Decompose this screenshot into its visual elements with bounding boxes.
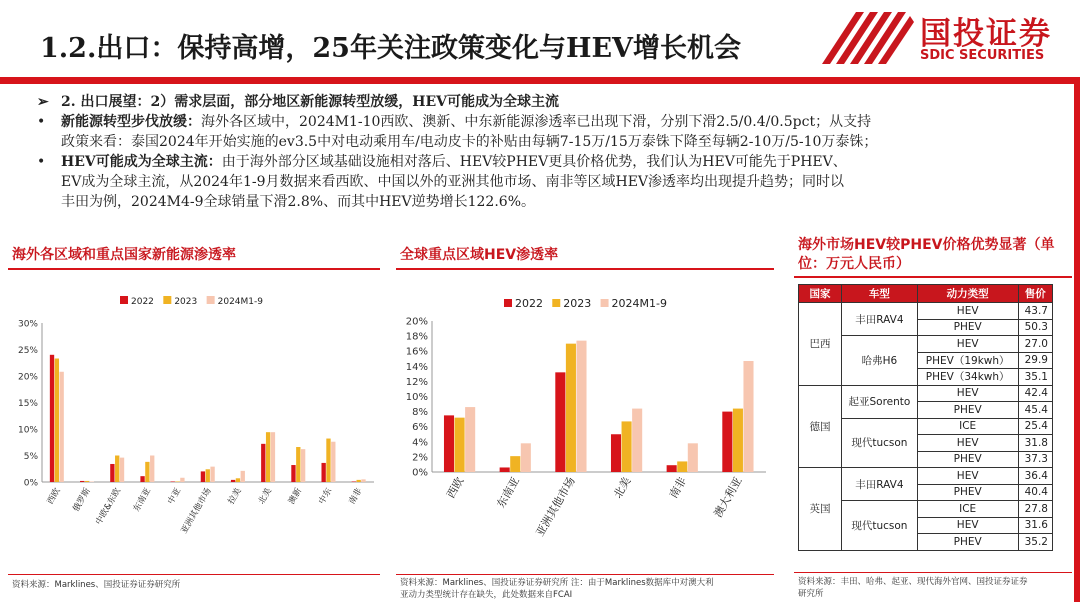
bar-2022-亚洲其他市场 (201, 471, 205, 482)
dot-bullet-icon: • (37, 154, 46, 170)
bar-2023-亚洲其他市场 (566, 344, 576, 472)
bar-2023-澳大利亚 (733, 409, 743, 472)
bar-2023-拉美 (236, 478, 240, 482)
y-tick-label: 0% (412, 467, 428, 479)
price-cell: 35.1 (1018, 369, 1053, 386)
panel3-source-line2: 研究所 (798, 589, 824, 599)
x-tick-label: 澳新 (286, 486, 305, 507)
legend-label: 2024M1-9 (611, 297, 668, 310)
powertrain-cell: PHEV (917, 484, 1018, 501)
model-cell: 起亚Sorento (842, 385, 918, 418)
panel2-source-rule (396, 574, 774, 575)
x-tick-label: 北美 (611, 475, 634, 501)
table-row (799, 468, 1053, 485)
model-cell: 丰田RAV4 (842, 468, 918, 501)
summary-bullets (35, 92, 1075, 212)
bar-2022-东南亚 (500, 467, 510, 472)
powertrain-cell: PHEV (917, 534, 1018, 551)
model-cell: 现代tucson (842, 501, 918, 551)
table-row (799, 303, 1053, 320)
price-table-header-cell: 动力类型 (917, 285, 1018, 303)
y-tick-label: 16% (405, 346, 428, 358)
panel3-source-line1: 资料来源：丰田、哈弗、起亚、现代海外官网、国投证券证券 (798, 577, 1028, 587)
panel3-source-rule (794, 572, 1072, 573)
legend-label: 2022 (131, 297, 154, 307)
bar-2024M1-9-北美 (271, 432, 275, 482)
bar-2023-中东 (326, 439, 330, 482)
y-tick-label: 30% (17, 319, 38, 330)
bar-2023-中欧&东欧 (115, 456, 119, 483)
y-tick-label: 0% (23, 478, 38, 489)
bar-2023-西欧 (455, 418, 465, 472)
price-table-header-cell: 车型 (842, 285, 918, 303)
powertrain-cell: PHEV (917, 402, 1018, 419)
x-tick-label: 东南亚 (494, 475, 523, 511)
panel3-title-line1: 海外市场HEV较PHEV价格优势显著（单 (798, 237, 1055, 253)
price-cell: 42.4 (1018, 385, 1053, 402)
y-tick-label: 20% (17, 372, 38, 383)
bar-2024M1-9-澳大利亚 (743, 361, 753, 472)
y-tick-label: 2% (412, 452, 428, 464)
price-cell: 27.8 (1018, 501, 1053, 518)
panel1-source-rule (8, 574, 380, 575)
bar-2024M1-9-澳新 (301, 449, 305, 482)
lead-bullet (35, 92, 1075, 112)
legend-label: 2023 (174, 297, 198, 307)
legend-label: 2023 (563, 297, 592, 310)
panel2-source-line1: 资料来源：Marklines、国投证券证券研究所 注：由于Marklines数据库中对澳大利 (400, 578, 714, 588)
bar-2023-俄罗斯 (85, 481, 89, 482)
legend-swatch (552, 299, 560, 307)
bar-2024M1-9-北美 (632, 409, 642, 472)
price-cell: 27.0 (1018, 336, 1053, 353)
bar-2022-西欧 (444, 415, 454, 472)
x-tick-label: 中欧&东欧 (94, 486, 124, 527)
bar-2024M1-9-拉美 (241, 471, 245, 482)
company-logo (816, 8, 1074, 68)
bar-2022-中东 (321, 463, 325, 482)
bar-2023-北美 (622, 421, 632, 472)
bullet-hev-line3: 丰田为例，2024M4-9全球销量下滑2.8%、而其中HEV逆势增长122.6%。 (61, 194, 535, 210)
powertrain-cell: PHEV (917, 319, 1018, 336)
x-tick-label: 拉美 (226, 486, 244, 507)
model-cell: 现代tucson (842, 418, 918, 468)
price-table-header (799, 285, 1053, 303)
panel1-rule (8, 268, 380, 270)
bar-2022-亚洲其他市场 (555, 372, 565, 472)
bar-2022-南非 (667, 465, 677, 472)
bar-2022-澳新 (291, 465, 295, 482)
y-tick-label: 5% (23, 452, 38, 462)
bar-2024M1-9-东南亚 (150, 456, 154, 483)
bullet-policy (35, 112, 1075, 132)
price-table-header-cell: 国家 (799, 285, 842, 303)
legend-label: 2024M1-9 (217, 297, 264, 307)
bar-2024M1-9-西欧 (465, 407, 475, 472)
x-tick-label: 北美 (256, 486, 274, 507)
y-tick-label: 6% (412, 422, 428, 434)
y-tick-label: 25% (17, 346, 38, 356)
price-table (798, 284, 1053, 551)
model-cell: 丰田RAV4 (842, 303, 918, 336)
bullet-policy-line1: 海外各区域中，2024M1-10西欧、澳新、中东新能源渗透率已出现下滑，分别下滑2.5/0.4/0.5pct；从支持 (201, 114, 872, 130)
bar-2022-中亚 (171, 481, 175, 482)
bullet-hev (35, 152, 1075, 172)
ev-penetration-chart (8, 290, 380, 568)
powertrain-cell: PHEV（19kwh） (917, 352, 1018, 369)
dot-bullet-icon: • (37, 114, 46, 130)
bar-2022-俄罗斯 (80, 481, 84, 482)
bar-2024M1-9-南非 (361, 479, 365, 482)
legend-swatch (504, 299, 512, 307)
legend-label: 2022 (515, 297, 543, 310)
country-cell: 英国 (799, 468, 842, 551)
powertrain-cell: PHEV (917, 451, 1018, 468)
x-tick-label: 南非 (666, 475, 690, 501)
hev-penetration-chart (396, 290, 774, 568)
y-tick-label: 18% (405, 331, 428, 343)
panel2-title: 全球重点区域HEV渗透率 (400, 247, 559, 263)
panel3-title-line2: 位：万元人民币） (798, 256, 910, 272)
price-cell: 35.2 (1018, 534, 1053, 551)
panel3-rule (794, 276, 1072, 278)
bar-2023-北美 (266, 432, 270, 482)
legend-swatch (163, 296, 171, 304)
price-cell: 31.8 (1018, 435, 1053, 452)
lead-text: 2. 出口展望：2）需求层面，部分地区新能源转型放缓，HEV可能成为全球主流 (61, 94, 559, 110)
x-tick-label: 亚洲其他市场 (533, 475, 578, 539)
bar-2024M1-9-西欧 (60, 372, 64, 482)
bar-2023-南非 (356, 480, 360, 482)
bar-2022-中欧&东欧 (110, 464, 114, 482)
country-cell: 德国 (799, 385, 842, 468)
bar-2024M1-9-南非 (688, 443, 698, 472)
x-tick-label: 亚洲其他市场 (179, 486, 214, 536)
y-tick-label: 14% (405, 361, 428, 373)
panel2-source (400, 577, 714, 601)
logo-text-en: SDIC SECURITIES (920, 48, 1045, 63)
y-tick-label: 4% (412, 437, 428, 449)
powertrain-cell: HEV (917, 385, 1018, 402)
bar-2024M1-9-俄罗斯 (90, 481, 94, 482)
side-stripe (1074, 84, 1080, 602)
logo-text-cn: 国投证券 (920, 16, 1052, 52)
price-cell: 50.3 (1018, 319, 1053, 336)
model-cell: 哈弗H6 (842, 336, 918, 386)
bullet-hev-label: HEV可能成为全球主流： (61, 154, 222, 170)
powertrain-cell: PHEV（34kwh） (917, 369, 1018, 386)
bar-2022-南非 (352, 481, 356, 482)
page-title: 1.2.出口：保持高增，25年关注政策变化与HEV增长机会 (40, 33, 741, 64)
bar-2024M1-9-亚洲其他市场 (210, 467, 214, 482)
bullet-hev-line2: EV成为全球主流，从2024年1-9月数据来看西欧、中国以外的亚洲其他市场、南非等区域HEV渗透率均出现提升趋势；同时以 (61, 174, 845, 190)
powertrain-cell: HEV (917, 517, 1018, 534)
y-tick-label: 12% (405, 376, 428, 388)
bar-2023-西欧 (55, 359, 59, 482)
bar-2022-东南亚 (140, 476, 144, 482)
price-cell: 40.4 (1018, 484, 1053, 501)
panel1-source: 资料来源：Marklines、国投证券证券研究所 (12, 580, 181, 590)
powertrain-cell: ICE (917, 418, 1018, 435)
powertrain-cell: ICE (917, 501, 1018, 518)
panel2-source-line2: 亚动力类型统计存在缺失，此处数据来自FCAI (400, 590, 573, 600)
bar-2024M1-9-东南亚 (521, 443, 531, 472)
price-cell: 31.6 (1018, 517, 1053, 534)
price-cell: 36.4 (1018, 468, 1053, 485)
header-rule (0, 77, 1080, 84)
bar-2024M1-9-中亚 (180, 478, 184, 482)
powertrain-cell: HEV (917, 468, 1018, 485)
bar-2024M1-9-中东 (331, 442, 335, 482)
y-tick-label: 10% (17, 425, 38, 436)
bar-2022-澳大利亚 (722, 412, 732, 472)
x-tick-label: 西欧 (444, 475, 467, 501)
x-tick-label: 澳大利亚 (711, 475, 745, 520)
bullet-policy-line2: 政策来看：泰国2024年开始实施的ev3.5中对电动乘用车/电动皮卡的补贴由每辆7-15万/15万泰铢下降至每辆2-10万/5-10万泰铢； (61, 134, 878, 150)
x-tick-label: 中亚 (166, 486, 184, 507)
y-tick-label: 8% (412, 407, 428, 419)
x-tick-label: 东南亚 (131, 486, 154, 514)
y-tick-label: 10% (405, 392, 428, 403)
legend-swatch (601, 299, 609, 307)
bar-2022-北美 (261, 444, 265, 482)
bar-2024M1-9-亚洲其他市场 (576, 341, 586, 472)
bar-2022-北美 (611, 434, 621, 472)
price-cell: 25.4 (1018, 418, 1053, 435)
x-tick-label: 南非 (347, 486, 365, 507)
panel2-rule (396, 268, 774, 270)
panel3-title (798, 236, 1055, 274)
x-tick-label: 俄罗斯 (71, 486, 93, 514)
y-tick-label: 20% (405, 316, 428, 328)
table-row (799, 385, 1053, 402)
legend-swatch (207, 296, 215, 304)
bar-2023-东南亚 (510, 456, 520, 472)
bar-2023-东南亚 (145, 462, 149, 482)
powertrain-cell: HEV (917, 336, 1018, 353)
bar-2023-中亚 (175, 481, 179, 482)
country-cell: 巴西 (799, 303, 842, 386)
bar-2024M1-9-中欧&东欧 (120, 458, 124, 482)
bar-2022-拉美 (231, 480, 235, 482)
bullet-hev-line1: 由于海外部分区域基础设施相对落后、HEV较PHEV更具价格优势，我们认为HEV可能先于PHEV、 (221, 154, 847, 170)
price-table-header-cell: 售价 (1018, 285, 1053, 303)
bar-2023-澳新 (296, 447, 300, 482)
price-cell: 43.7 (1018, 303, 1053, 320)
arrow-bullet-icon: ➢ (37, 94, 49, 110)
panel3-source (798, 576, 1028, 600)
price-cell: 37.3 (1018, 451, 1053, 468)
powertrain-cell: HEV (917, 303, 1018, 320)
price-cell: 45.4 (1018, 402, 1053, 419)
bar-2023-南非 (677, 461, 687, 472)
x-tick-label: 中东 (317, 486, 335, 507)
logo-stripes-icon (816, 8, 920, 68)
legend-swatch (120, 296, 128, 304)
x-tick-label: 西欧 (45, 486, 63, 507)
price-cell: 29.9 (1018, 352, 1053, 369)
panel1-title: 海外各区域和重点国家新能源渗透率 (12, 247, 236, 263)
bar-2023-亚洲其他市场 (206, 469, 210, 482)
powertrain-cell: HEV (917, 435, 1018, 452)
y-tick-label: 15% (17, 399, 38, 409)
bullet-policy-label: 新能源转型步伐放缓： (61, 114, 201, 130)
bar-2022-西欧 (50, 355, 54, 482)
